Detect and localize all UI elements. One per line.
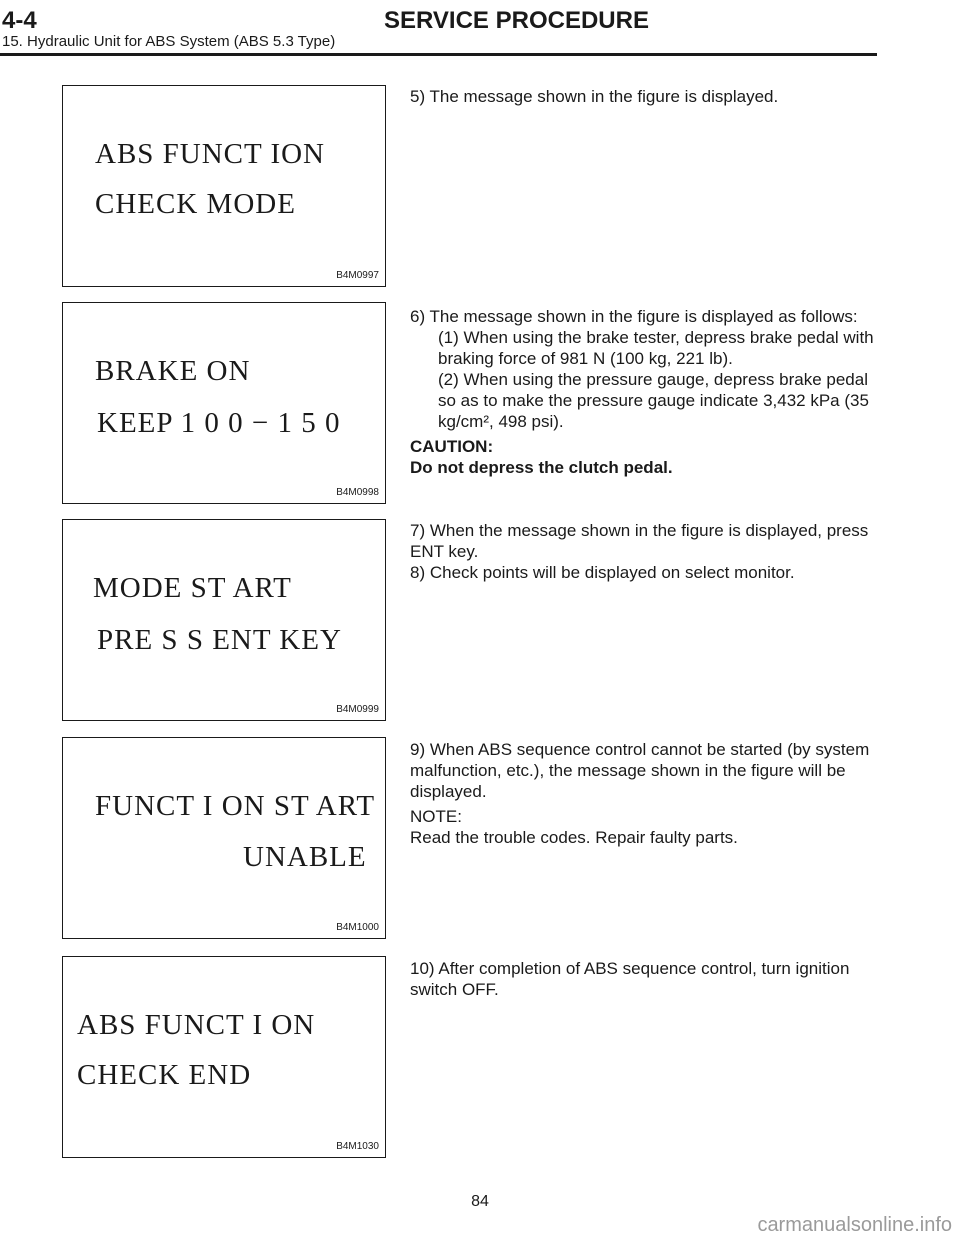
display-line-1: FUNCT I ON ST ART <box>95 790 376 822</box>
figure-function-start-unable <box>62 737 386 939</box>
step-8: 8) Check points will be displayed on select monitor. <box>410 563 795 582</box>
step-5: 5) The message shown in the figure is displayed. <box>410 87 779 106</box>
step-6-1: (1) When using the brake tester, depress brake pedal with braking force of 981 N (100 kg, 221 lb). <box>438 328 874 368</box>
figure-abs-function-check-mode <box>62 85 386 287</box>
figure-mode-start-press-ent <box>62 519 386 721</box>
display-line-1: BRAKE ON <box>95 355 251 387</box>
step-7-8-text <box>410 520 878 583</box>
figure-code: B4M0999 <box>336 704 379 715</box>
header-rule <box>0 53 877 56</box>
caution-label: CAUTION: <box>410 437 494 456</box>
display-line-2: CHECK MODE <box>95 188 296 220</box>
step-6-text <box>410 306 878 478</box>
note-label: NOTE: <box>410 807 462 826</box>
note-text: Read the trouble codes. Repair faulty parts. <box>410 828 738 847</box>
figure-abs-function-check-end <box>62 956 386 1158</box>
display-line-2: CHECK END <box>77 1059 252 1091</box>
display-line-2: KEEP 1 0 0 − 1 5 0 <box>97 407 341 439</box>
step-5-text <box>410 86 878 107</box>
step-6: 6) The message shown in the figure is displayed as follows: <box>410 307 858 326</box>
step-10-text <box>410 958 878 1000</box>
watermark: carmanualsonline.info <box>757 1214 952 1236</box>
header-subtitle: 15. Hydraulic Unit for ABS System (ABS 5.3 Type) <box>2 33 336 50</box>
header-title: SERVICE PROCEDURE <box>384 7 649 34</box>
figure-code: B4M0998 <box>336 487 379 498</box>
figure-brake-on-keep <box>62 302 386 504</box>
display-line-1: ABS FUNCT I ON <box>77 1009 316 1041</box>
figure-code: B4M1030 <box>336 1141 379 1152</box>
page-number: 84 <box>471 1193 489 1210</box>
figure-code: B4M1000 <box>336 922 379 933</box>
step-10: 10) After completion of ABS sequence control, turn ignition switch OFF. <box>410 959 850 999</box>
display-line-2: PRE S S ENT KEY <box>97 624 342 656</box>
display-line-1: MODE ST ART <box>93 572 292 604</box>
step-9: 9) When ABS sequence control cannot be started (by system malfunction, etc.), the message shown in the figure will be displayed. <box>410 740 870 801</box>
header-section-number: 4-4 <box>2 7 37 34</box>
step-7: 7) When the message shown in the figure is displayed, press ENT key. <box>410 521 869 561</box>
display-line-1: ABS FUNCT ION <box>95 138 326 170</box>
display-line-2: UNABLE <box>243 841 367 873</box>
step-9-text <box>410 739 878 848</box>
figure-code: B4M0997 <box>336 270 379 281</box>
caution-text: Do not depress the clutch pedal. <box>410 458 673 477</box>
step-6-2: (2) When using the pressure gauge, depress brake pedal so as to make the pressure gauge indicate 3,432 kPa (35 kg/cm², 498 psi). <box>438 370 869 431</box>
